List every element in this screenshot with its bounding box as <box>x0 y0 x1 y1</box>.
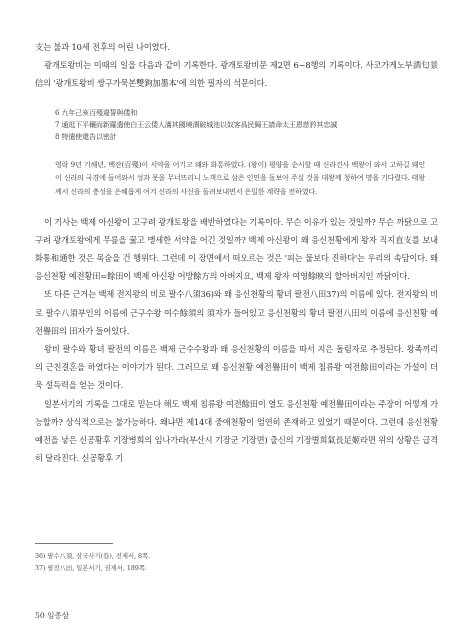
body-paragraph-3: 이 기사는 백제 아신왕이 고구려 광개토왕을 배반하였다는 기록이다. 무슨 이유가 있는 것일까? 무슨 까닭으로 고구려 광개토왕에게 무릎을 꿇고 맹세한 서약을 어긴 것일까? 백제 아신왕이 왜 응신천황에게 왕자 직지直支를 보내 화통和通한 것은 목숨을 건 행위다. 그런데 이 장면에서 떠오르는 것은 '피는 물보다 진하다'는 우리의 속담이다. 왜 응신천황 예전황田=餘田이 백제 아신왕 어방餘方의 아버지요, 백제 왕자 여영餘映의 할아버지인 까닭이다. <box>35 216 438 282</box>
body-paragraph-4: 또 다른 근거는 백제 전지왕의 비로 팔수八須36)와 왜 응신천황의 황녀 팔전八田37)의 이름에 있다. 전지왕의 비로 팔수八須부인의 이름에 근구수왕 여수餘須의 須자가 들어있고 응신천황의 황녀 팔전八田의 이름에 응신천황 예전譽田의 田자가 들어있다. <box>35 289 438 336</box>
page-number: 50 임종삼 <box>35 611 70 620</box>
inscription-line-8: 8 特遣使還告以密計 <box>55 132 117 142</box>
inscription-line-6: 6 九年己亥百殘違誓與倭和 <box>55 107 138 117</box>
footnote-divider <box>35 543 113 544</box>
footnotes <box>35 551 150 574</box>
inscription-line-7: 7 通逛下平穰而新羅遣使白王云倭人滿其國境潰破城池以奴客爲民歸王請命太王恩慈矜其忠誠 <box>55 120 338 130</box>
page-body <box>35 38 438 467</box>
body-paragraph-1: 支는 불과 10세 전후의 어린 나이였다. <box>35 42 170 52</box>
body-paragraph-2: 광개토왕비는 이때의 일을 다음과 같이 기록한다. 광개토왕비문 제2면 6~8행의 기록이다. 사코가게노부酒匂景信의 '광개토왕비 쌍구가묵본雙鉤加墨本'에 의한 필자의 석문이다. <box>35 60 438 89</box>
inscription-quote <box>55 107 438 144</box>
footnote-36: 36) 팔수八須, 삼국사기(卷), 전제서, 8쪽. <box>35 553 151 560</box>
footnote-37: 37) 팔전八田, 일본서기, 권제서, 189쪽. <box>35 564 147 572</box>
body-paragraph-6: 일본서기의 기록을 그대로 믿는다 해도 백제 침류왕 여전餘田이 열도 응신천황 예전譽田이라는 주장이 어떻게 가능할까? 상식적으로는 불가능하다. 왜냐면 제14대 중애천황이 엄연히 존재하고 있었기 때문이다. 그런데 응신천황 예전을 낳은 신공황후 기장병희의 임나가라(부산시 기장군 기장면) 출신의 기장별희氣長足姬라면 위의 상황은 급격히 달라진다. 신공황후 기 <box>35 398 438 464</box>
inscription-translation: 영락 9년 기해년, 백잔(百殘)이 서약을 어기고 왜와 화통하였다. (왕이) 평양을 순시할 때 신라건사 백왕이 와서 고하길 왜인이 신라의 국경에 들어와서 성과 못을 무너뜨리니 노객으로 삼은 인민을 돌보아 주실 것을 대왕께 청하여 명을 기다렸다. 태왕께서 신라의 충성을 은혜롭게 여겨 신라의 사신을 돌려보내면서 은밀한 계략을 전하였다. <box>55 159 425 197</box>
body-paragraph-5: 왕비 팔수와 황녀 팔전의 이름은 백제 근수수왕과 왜 응신천황의 이름을 따서 지은 돌림자로 추정된다. 왕족끼리의 근친결혼을 하였다는 이야기가 된다. 그러므로 왜 응신천황 예전譽田이 백제 침류왕 여전餘田이라는 가설이 더욱 설득력을 얻는 것이다. <box>35 344 438 391</box>
